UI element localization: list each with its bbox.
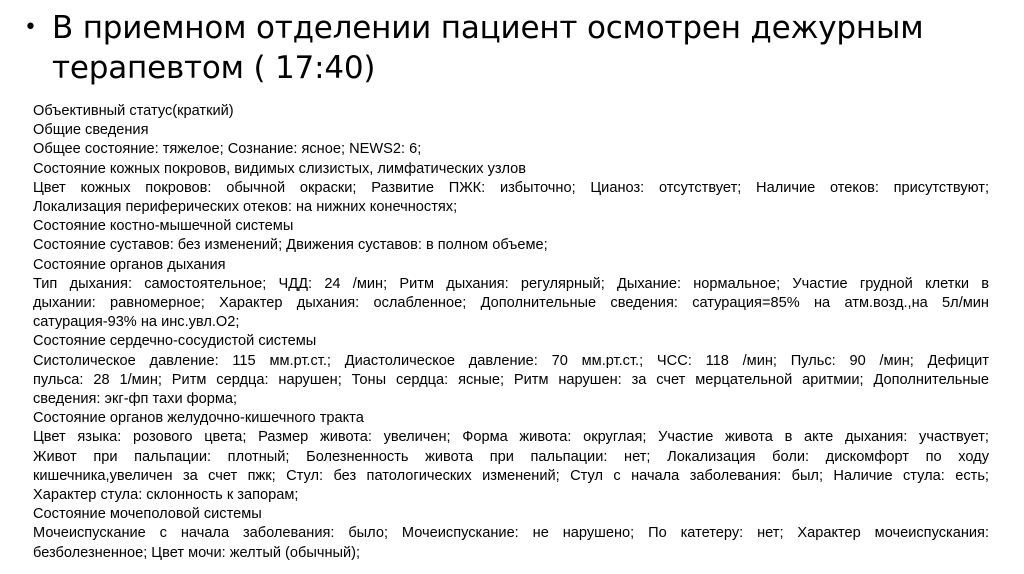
- text-line: безболезненное; Цвет мочи: желтый (обычный);: [33, 544, 361, 561]
- text-line: Тип дыхания: самостоятельное; ЧДД: 24 /мин; Ритм дыхания: регулярный; Дыхание: нормальное; Участие грудной клетки в: [33, 275, 989, 292]
- text-line: Локализация периферических отеков: на нижних конечностях;: [33, 199, 458, 216]
- text-line: кишечника,увеличен за счет пжк; Стул: без патологических изменений; Стул с начала заболевания: был; Наличие стула: есть;: [33, 467, 989, 484]
- text-line: пульса: 28 1/мин; Ритм сердца: нарушен; Тоны сердца: ясные; Ритм нарушен: за счет мерцательной аритмии; Дополнительные: [33, 371, 989, 388]
- text-line: Состояние суставов: без изменений; Движения суставов: в полном объеме;: [33, 237, 548, 254]
- status-text-block: [33, 102, 989, 563]
- text-line: Состояние кожных покровов, видимых слизистых, лимфатических узлов: [33, 160, 526, 177]
- text-line: Общие сведения: [33, 122, 149, 139]
- title-bullet: •: [24, 15, 37, 40]
- text-line: Систолическое давление: 115 мм.рт.ст.; Диастолическое давление: 70 мм.рт.ст.; ЧСС: 118 /мин; Пульс: 90 /мин; Дефицит: [33, 352, 989, 369]
- text-line: дыхании: равномерное; Характер дыхания: ослабленное; Дополнительные сведения: сатурация=85% на атм.возд.,на 5л/мин: [33, 295, 989, 312]
- text-line: Цвет языка: розового цвета; Размер живота: увеличен; Форма живота: округлая; Участие живота в акте дыхания: участвует;: [33, 429, 989, 446]
- text-line: Мочеиспускание с начала заболевания: было; Мочеиспускание: не нарушено; По катетеру: нет; Характер мочеиспускания:: [33, 525, 989, 542]
- text-line: Состояние органов желудочно-кишечного тракта: [33, 410, 364, 427]
- text-line: Состояние костно-мышечной системы: [33, 218, 294, 235]
- title-text: В приемном отделении пациент осмотрен дежурным терапевтом ( 17:40): [52, 10, 924, 86]
- text-line: Состояние мочеполовой системы: [33, 506, 262, 523]
- text-line: Цвет кожных покровов: обычной окраски; Развитие ПЖК: избыточно; Цианоз: отсутствует; Наличие отеков: присутствуют;: [33, 179, 989, 196]
- text-line: Живот при пальпации: плотный; Болезненность живота при пальпации: нет; Локализация боли: дискомфорт по ходу: [33, 448, 989, 465]
- text-line: сатурация-93% на инс.увл.О2;: [33, 314, 240, 331]
- text-line: Характер стула: склонность к запорам;: [33, 487, 299, 504]
- text-line: Общее состояние: тяжелое; Сознание: ясное; NEWS2: 6;: [33, 141, 422, 158]
- text-line: Состояние органов дыхания: [33, 256, 226, 273]
- text-line: Состояние сердечно-сосудистой системы: [33, 333, 317, 350]
- slide-title: [24, 8, 984, 88]
- text-line: Объективный статус(краткий): [33, 103, 234, 119]
- text-line: сведения: экг-фп тахи форма;: [33, 391, 238, 408]
